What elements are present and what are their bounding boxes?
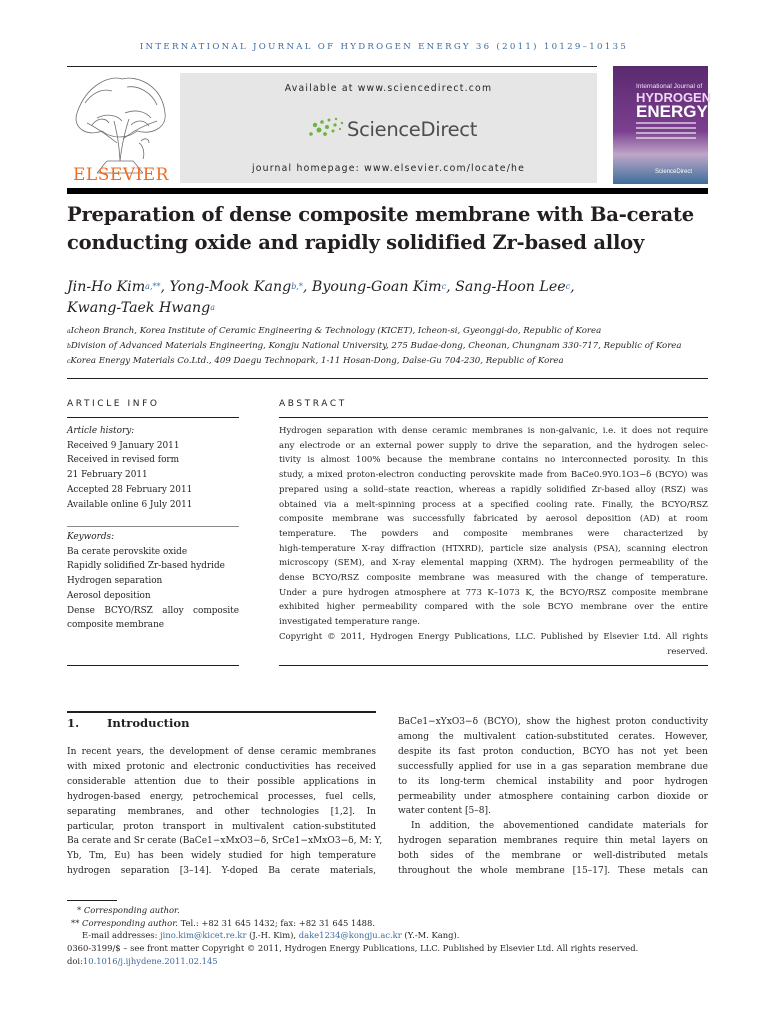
title-rule [67, 188, 708, 194]
abstract-line: study, a mixed proton-electron conducting perovskite made from BaCe0.9Y0.1O3−δ (BCYO) was [279, 470, 708, 481]
email-owner: (Y.-M. Kang). [401, 930, 460, 941]
abstract-line: microscopy (SEM), and X-ray elemental mapping (XRM). The hydrogen permeability of the [279, 558, 708, 569]
abstract-line: investigated temperature range. [279, 617, 420, 628]
corresponding-author-note [67, 917, 717, 930]
footnote-rule [67, 900, 117, 901]
copyright-line: Copyright © 2011, Hydrogen Energy Publications, LLC. Published by Elsevier Ltd. All rights [279, 631, 708, 642]
keyword: Hydrogen separation [67, 576, 163, 587]
affil-marker: b [67, 343, 71, 350]
abstract-line: any electrode or an external power supply to drive the separation, and the hydrogen selec- [279, 440, 708, 451]
abstract-line: high-temperature X-ray diffraction (HTXRD), particle size analysis (PSA), scanning electron [279, 543, 708, 554]
email-link[interactable]: jino.kim@kicet.re.kr [160, 930, 247, 941]
intro-right-column [398, 715, 708, 879]
keyword: Rapidly solidified Zr-based hydride [67, 561, 225, 572]
author-line [67, 277, 717, 298]
keyword: Aerosol deposition [67, 590, 151, 601]
body-line: considerable attention due to their possible applications in [67, 776, 376, 787]
body-line: separating membranes, and other technologies [1,2]. In [67, 806, 376, 817]
article-info [67, 424, 242, 512]
abstract-line: exhibited higher permeability compared with the sole BCYO membrane over the entire [279, 602, 708, 613]
article-info-bottom-rule [67, 665, 239, 666]
email-link[interactable]: dake1234@kongju.ac.kr [298, 930, 402, 941]
corresponding-author-note: * Corresponding author. [77, 905, 180, 915]
title-line: conducting oxide and rapidly solidified Zr-based alloy [67, 231, 645, 254]
abstract-rule [279, 417, 708, 418]
author-separator: , [570, 279, 575, 295]
doi-line [67, 955, 717, 968]
sciencedirect-wordmark: ScienceDirect [347, 118, 478, 141]
author-affil-marker[interactable]: b,* [291, 282, 303, 291]
intro-rule [67, 711, 376, 713]
body-line: despite its fast proton conduction, BCYO has not yet been [398, 746, 708, 757]
front-matter-rule [67, 378, 708, 379]
author-affil-marker[interactable]: a,** [145, 282, 161, 291]
history-item: 21 February 2011 [67, 470, 148, 481]
article-title [67, 201, 717, 257]
footnotes [67, 904, 717, 968]
body-line: with mixed protonic and electronic conductivities has received [67, 761, 376, 772]
affiliation [67, 354, 717, 369]
author-name: Sang-Hoon Lee [455, 279, 566, 295]
abstract-line: composite membrane was successfully fabricated by aerosol deposition (AD) at room [279, 514, 708, 525]
body-line: both sides of the membrane or well-distributed metals [398, 851, 708, 862]
keywords-block [67, 530, 242, 633]
body-line: BaCe1−xYxO3−δ (BCYO), show the highest proton conductivity [398, 717, 708, 727]
abstract-line: tivity is almost 100% because the membrane contains no interconnected porosity. In this [279, 455, 708, 466]
author-affil-marker[interactable]: c [441, 282, 447, 291]
abstract-line: dense BCYO/RSZ composite membrane was measured with the change of temperature. [279, 573, 708, 584]
body-line: In addition, the abovementioned candidate materials for [411, 821, 708, 832]
affiliation [67, 339, 717, 354]
doi-link[interactable]: 10.1016/j.ijhydene.2011.02.145 [82, 955, 218, 966]
doi-label: doi: [67, 955, 83, 966]
publisher-name: ELSEVIER [73, 165, 169, 185]
abstract-line: Under a pure hydrogen atmosphere at 773 K–1073 K, the BCYO/RSZ composite membrane [279, 587, 708, 598]
email-owner: (J.-H. Kim), [246, 930, 299, 941]
body-line: Yb, Tm, Eu) has been widely studied for high temperature [67, 851, 376, 862]
article-info-rule [67, 417, 239, 418]
available-at-text: Available at www.sciencedirect.com [284, 83, 493, 94]
author-name: Kwang-Taek Hwang [67, 300, 211, 316]
history-label: Article history: [67, 426, 135, 436]
affil-text: Icheon Branch, Korea Institute of Ceramic Engineering & Technology (KICET), Icheon-si, Gyeonggi-do, Republic of Korea [70, 326, 602, 336]
author-line [67, 298, 717, 319]
abstract-line: obtained via a melt-spinning process at a specified cooling rate. Finally, the BCYO/RSZ [279, 499, 708, 510]
author-separator: , [302, 279, 312, 295]
cover-brand: ScienceDirect [655, 169, 693, 175]
affil-text: Division of Advanced Materials Engineering, Kongju National University, 275 Budae-dong, Cheonan, Chungnam 330-717, Republic of Korea [70, 341, 682, 351]
abstract-bottom-rule [279, 665, 708, 666]
intro-left-column [67, 745, 383, 879]
article-info-heading: ARTICLE INFO [67, 399, 160, 409]
author-name: Byoung-Goan Kim [311, 279, 442, 295]
body-line: hydrogen separation membranes require thin metal layers on [398, 836, 708, 847]
section-number: 1. [67, 716, 80, 730]
body-line: particular, proton transport in multivalent cation-substituted [67, 821, 376, 832]
body-line: throughout the whole membrane [15–17]. These metals can [398, 866, 708, 877]
keyword: Dense BCYO/RSZ alloy composite [67, 605, 239, 616]
cover-subtitle: International Journal of [636, 83, 703, 90]
keywords-rule [67, 526, 239, 527]
abstract-line: prepared using a solid–state reaction, whereas a rapidly solidified Zr-based alloy (RSZ) was [279, 484, 708, 495]
body-line: successfully applied for use in a gas separation membrane due [398, 761, 708, 772]
running-head: INTERNATIONAL JOURNAL OF HYDROGEN ENERGY 36 (2011) 10129–10135 [139, 42, 629, 52]
abstract-line: Hydrogen separation with dense ceramic membranes is non-galvanic, i.e. it does not require [279, 426, 708, 436]
author-name: Yong-Mook Kang [169, 279, 292, 295]
body-line: water content [5–8]. [398, 806, 491, 817]
history-item: Received 9 January 2011 [67, 440, 180, 451]
body-line: to its long-term chemical instability and poor hydrogen [398, 776, 708, 787]
affiliation-list [67, 324, 717, 369]
affiliation [67, 324, 717, 339]
affil-text: Korea Energy Materials Co.Ltd., 409 Daegu Technopark, 1-11 Hosan-Dong, Dalse-Gu 704-230, Republic of Korea [70, 356, 564, 366]
email-label: E-mail addresses: [82, 930, 161, 941]
body-line: among the multivalent cation-substituted cerates. However, [398, 731, 708, 742]
abstract-body [279, 424, 708, 659]
keywords-label: Keywords: [67, 532, 115, 542]
author-list [67, 277, 717, 319]
abstract-heading: ABSTRACT [279, 399, 347, 409]
abstract-line: temperature. The powders and composite membranes were characterized by [279, 528, 708, 539]
history-item: Available online 6 July 2011 [67, 499, 193, 510]
header-rule [67, 66, 597, 67]
affil-marker: a [67, 328, 71, 335]
journal-homepage[interactable]: journal homepage: www.elsevier.com/locate/he [251, 163, 526, 174]
author-separator: , [160, 279, 170, 295]
author-name: Jin-Ho Kim [67, 279, 146, 295]
body-line: Ba cerate and Sr cerate (BaCe1−xMxO3−δ, SrCe1−xMxO3−δ, M: Y, [67, 836, 383, 847]
history-item: Accepted 28 February 2011 [67, 484, 193, 495]
body-line: hydrogen-based energy, petrochemical processes, fuel cells, [67, 791, 376, 802]
affil-marker: c [67, 358, 71, 365]
history-item: Received in revised form [67, 455, 180, 466]
issn-line: 0360-3199/$ – see front matter Copyright © 2011, Hydrogen Energy Publications, LLC. Published by Elsevier Ltd. All rights reserved. [67, 943, 639, 954]
author-affil-marker[interactable]: a [210, 303, 216, 312]
email-note [67, 929, 717, 942]
copyright-line: reserved. [667, 646, 708, 657]
body-line: hydrogen separation [3–14]. Y-doped Ba cerate materials, [67, 866, 376, 877]
cover-title-line1: HYDROGEN [636, 90, 712, 105]
author-affil-marker[interactable]: c [565, 282, 571, 291]
author-separator: , [446, 279, 456, 295]
note-text: Tel.: +82 31 645 1432; fax: +82 31 645 1488. [177, 917, 375, 928]
section-heading [67, 716, 190, 730]
keyword: Ba cerate perovskite oxide [67, 546, 188, 557]
title-line: Preparation of dense composite membrane with Ba-cerate [67, 203, 694, 226]
body-line: In recent years, the development of dense ceramic membranes [67, 747, 376, 757]
note-label: ** Corresponding author. [71, 917, 178, 928]
keyword: composite membrane [67, 620, 165, 631]
body-line: permeability under atmosphere containing carbon dioxide or [398, 791, 708, 802]
cover-title-line2: ENERGY [636, 102, 708, 121]
section-title: Introduction [107, 716, 190, 730]
cover-text-lines [636, 122, 696, 142]
